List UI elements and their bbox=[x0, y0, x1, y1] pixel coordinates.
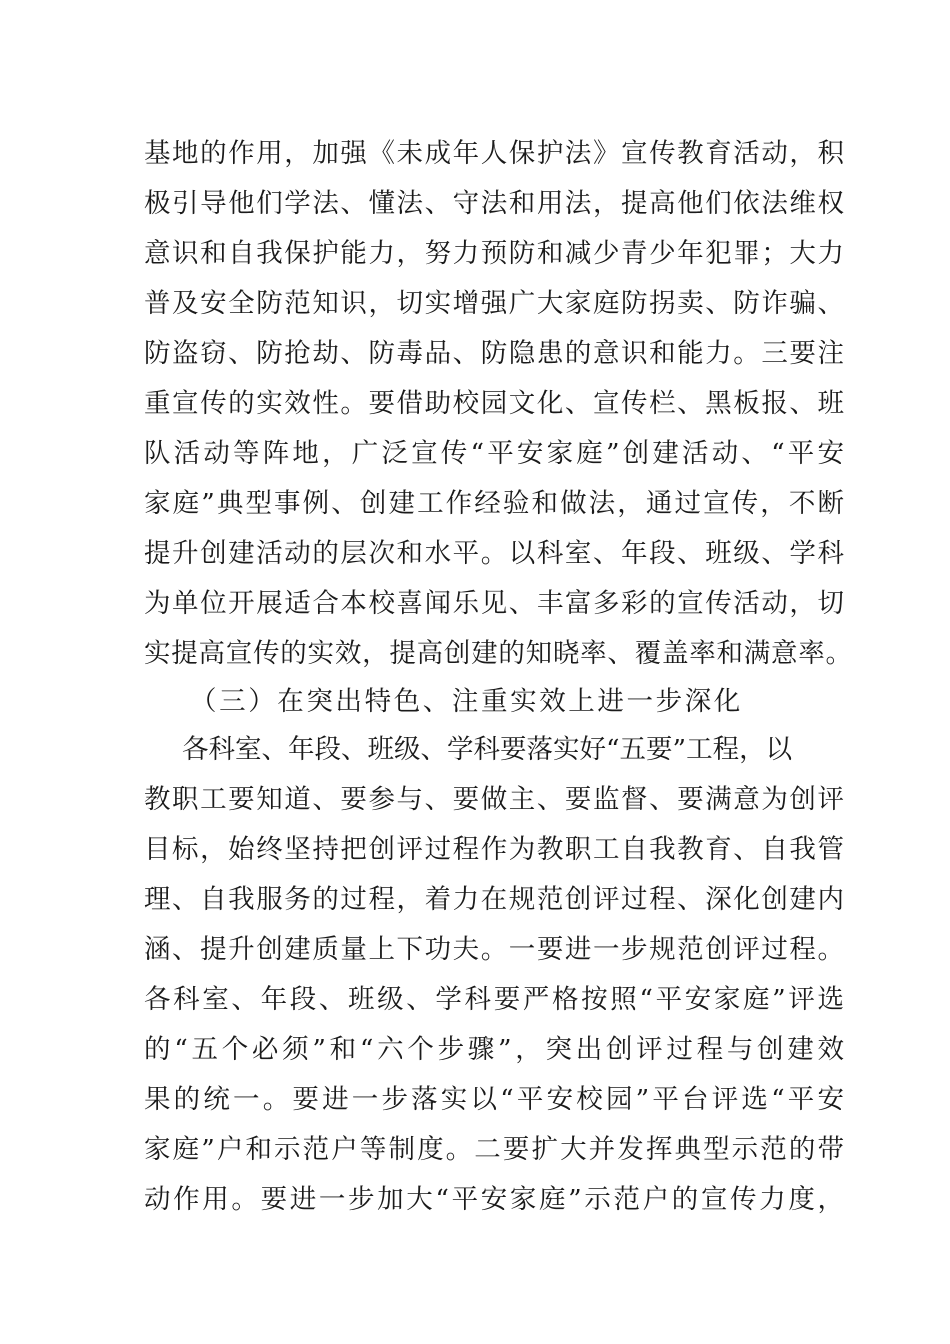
text-line-10: 为单位开展适合本校喜闻乐见、丰富多彩的宣传活动，切 bbox=[144, 588, 844, 619]
text-line-16: 理、自我服务的过程，着力在规范创评过程、深化创建内 bbox=[144, 884, 844, 915]
text-line-2: 极引导他们学法、懂法、守法和用法，提高他们依法维权 bbox=[144, 188, 844, 219]
text-line-11: 实提高宣传的实效，提高创建的知晓率、覆盖率和满意率。 bbox=[144, 638, 852, 669]
text-line-19: 的“五个必须”和“六个步骤”，突出创评过程与创建效 bbox=[144, 1034, 844, 1065]
text-line-3: 意识和自我保护能力，努力预防和减少青少年犯罪；大力 bbox=[144, 238, 844, 269]
text-line-1: 基地的作用，加强《未成年人保护法》宣传教育活动，积 bbox=[144, 138, 844, 169]
text-line-17: 涵、提升创建质量上下功夫。一要进一步规范创评过程。 bbox=[144, 934, 844, 965]
text-line-7: 队活动等阵地，广泛宣传“平安家庭”创建活动、“平安 bbox=[144, 438, 844, 469]
text-line-9: 提升创建活动的层次和水平。以科室、年段、班级、学科 bbox=[144, 538, 844, 569]
text-line-15: 目标，始终坚持把创评过程作为教职工自我教育、自我管 bbox=[144, 834, 844, 865]
text-line-21: 家庭”户和示范户等制度。二要扩大并发挥典型示范的带 bbox=[144, 1134, 844, 1165]
text-line-14: 教职工要知道、要参与、要做主、要监督、要满意为创评 bbox=[144, 784, 844, 815]
text-line-6: 重宣传的实效性。要借助校园文化、宣传栏、黑板报、班 bbox=[144, 388, 844, 419]
text-line-20: 果的统一。要进一步落实以“平安校园”平台评选“平安 bbox=[144, 1084, 844, 1115]
text-line-13: 各科室、年段、班级、学科要落实好“五要”工程，以 bbox=[182, 734, 793, 765]
text-line-22: 动作用。要进一步加大“平安家庭”示范户的宣传力度， bbox=[144, 1184, 844, 1215]
section-heading: （三）在突出特色、注重实效上进一步深化 bbox=[190, 686, 743, 717]
text-line-4: 普及安全防范知识，切实增强广大家庭防拐卖、防诈骗、 bbox=[144, 288, 844, 319]
text-line-5: 防盗窃、防抢劫、防毒品、防隐患的意识和能力。三要注 bbox=[144, 338, 844, 369]
text-line-18: 各科室、年段、班级、学科要严格按照“平安家庭”评选 bbox=[144, 984, 844, 1015]
text-line-8: 家庭”典型事例、创建工作经验和做法，通过宣传，不断 bbox=[144, 488, 844, 519]
